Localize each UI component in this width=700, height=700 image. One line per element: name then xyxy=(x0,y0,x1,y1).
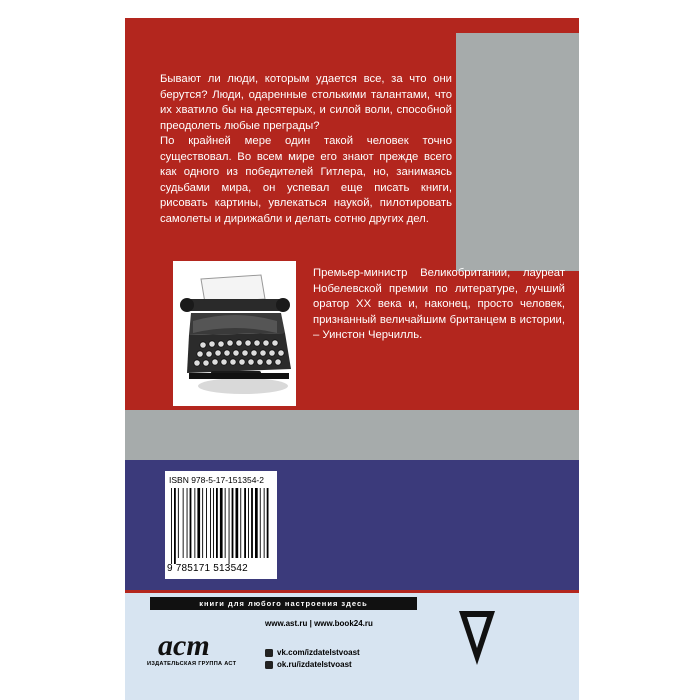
barcode-bar xyxy=(197,488,200,558)
barcode-bar xyxy=(210,488,211,558)
barcode-bar xyxy=(236,488,239,558)
barcode-block xyxy=(165,471,277,579)
ok-link[interactable] xyxy=(265,659,360,671)
barcode-bar xyxy=(267,488,269,558)
typewriter-image xyxy=(173,261,296,406)
description-text xyxy=(160,72,452,227)
author-caption: Премьер-министр Великобритании, лауреат Нобелевской премии по литературе, лучший оратор XX века и, наконец, просто человек, признанный величайшим британцем в истории, – Уинстон Черчилль. xyxy=(313,267,565,341)
barcode-bar xyxy=(190,488,192,558)
barcode-bar xyxy=(260,488,261,558)
website-links[interactable]: www.ast.ru | www.book24.ru xyxy=(265,619,373,628)
barcode-bar xyxy=(229,488,230,564)
typewriter-illustration xyxy=(173,261,296,406)
barcode-bar xyxy=(225,488,226,558)
barcode-bar xyxy=(213,488,214,558)
barcode-bar xyxy=(187,488,188,558)
social-links xyxy=(265,647,360,671)
barcode-bar xyxy=(216,488,218,558)
grey-accent-block xyxy=(456,33,579,271)
description-paragraph-2: По крайней мере один такой человек точно существовал. Во всем мире его знают прежде всего как одного из победителей Гитлера, но, занимаясь судьбами мира, он успевал еще писать книги, рисовать картины, увлекаться наукой, пилотировать самолеты и дирижабли и делать сотню других дел. xyxy=(160,135,452,225)
barcode-bar xyxy=(220,488,223,558)
grey-band xyxy=(125,410,579,460)
ast-logo xyxy=(158,622,214,662)
publisher-name: ИЗДАТЕЛЬСКАЯ ГРУППА АСТ xyxy=(147,661,237,667)
barcode-bar xyxy=(183,488,184,558)
barcode-bar xyxy=(171,488,172,564)
barcode-bar xyxy=(174,488,176,564)
barcode-bar xyxy=(240,488,241,558)
ok-icon xyxy=(265,661,273,669)
barcode-bar xyxy=(251,488,253,558)
slogan-banner: книги для любого настроения здесь xyxy=(150,597,417,610)
barcode-digits: 9 785171 513542 xyxy=(167,563,248,574)
barcode-bar xyxy=(232,488,234,558)
barcode-bar xyxy=(202,488,203,558)
book-back-cover xyxy=(125,18,579,700)
vk-link[interactable] xyxy=(265,647,360,659)
barcode-bar xyxy=(244,488,246,558)
barcode-bar xyxy=(178,488,179,558)
barcode-bar xyxy=(264,488,265,558)
ok-link-text: ok.ru/izdatelstvoast xyxy=(277,660,352,669)
description-paragraph-1: Бывают ли люди, которым удается все, за что они берутся? Люди, одаренные столькими талантами, что их хватило бы на десятерых, и силой воли, способной преодолеть любые преграды? xyxy=(160,73,452,132)
vk-icon xyxy=(265,649,273,657)
barcode-bars xyxy=(169,488,273,564)
age-rating-v-icon xyxy=(458,610,496,666)
vk-link-text: vk.com/izdatelstvoast xyxy=(277,648,360,657)
barcode-bar xyxy=(255,488,258,558)
barcode-bar xyxy=(206,488,207,558)
barcode-bar xyxy=(194,488,195,558)
barcode-bar xyxy=(248,488,249,558)
logo-text: аст xyxy=(158,629,210,662)
isbn-number: ISBN 978-5-17-151354-2 xyxy=(169,475,264,485)
